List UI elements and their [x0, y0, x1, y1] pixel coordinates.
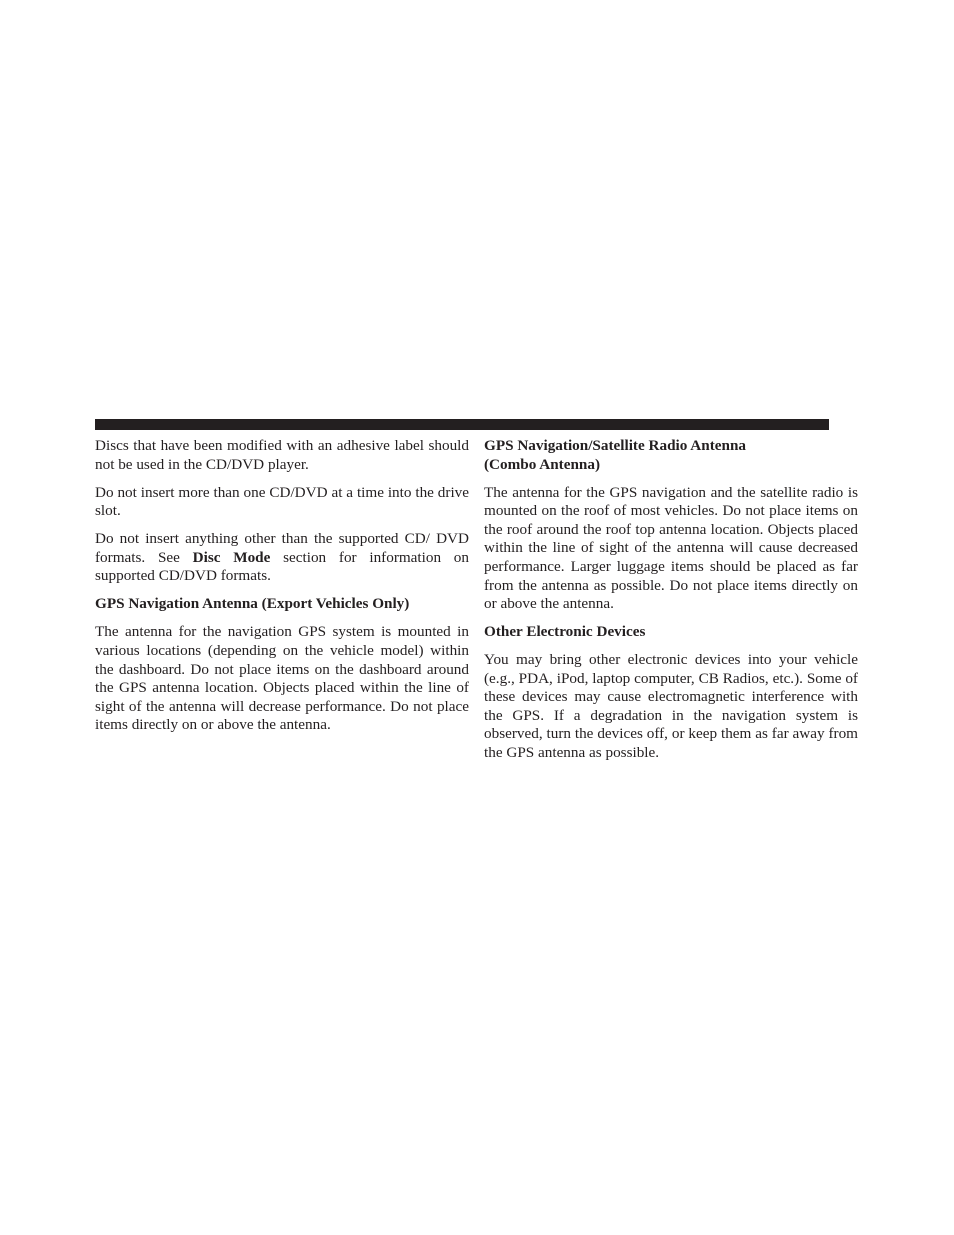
formats-text-end: section for information on supported CD/DVD formats. [95, 548, 469, 585]
paragraph-roof-antenna: The antenna for the GPS navigation and the satellite radio is mounted on the roof of most vehicles. Do not place items on the roof around the roof top antenna location. Objects placed within the line of sight of the antenna will cause decreased performance. Larger luggage items should be placed as far from the antenna as possible. Do not place items directly on or above the antenna. [484, 483, 858, 613]
paragraph-one-disc: Do not insert more than one CD/DVD at a time into the drive slot. [95, 483, 469, 520]
heading-gps-antenna-export: GPS Navigation Antenna (Export Vehicles Only) [95, 595, 410, 613]
paragraph-electronic-interference: You may bring other electronic devices into your vehicle (e.g., PDA, iPod, laptop computer, CB Radios, etc.). Some of these devices may cause electromagnetic interference with the GPS. If a degradation in the navigation system is observed, turn the devices off, or keep them as far away from the GPS antenna as possible. [484, 651, 858, 762]
section-header-bar [95, 419, 829, 430]
paragraph-supported-formats [95, 530, 469, 586]
formats-text-start: Do not insert anything other than the supported CD/ DVD formats. See [95, 530, 469, 566]
disc-mode-reference: Disc Mode [192, 548, 271, 566]
right-column [484, 437, 858, 772]
heading-combo-antenna [484, 437, 858, 474]
heading-combo-antenna-line1: GPS Navigation/Satellite Radio Antenna [484, 437, 747, 454]
heading-other-devices: Other Electronic Devices [484, 623, 646, 641]
left-column [95, 437, 469, 744]
paragraph-adhesive-label: Discs that have been modified with an adhesive label should not be used in the CD/DVD player. [95, 437, 469, 473]
paragraph-gps-antenna-dashboard: The antenna for the navigation GPS system is mounted in various locations (depending on the vehicle model) within the dashboard. Do not place items on the dashboard around the GPS antenna location. Objects placed within the line of sight of the antenna will decrease performance. Do not place items directly on or above the antenna. [95, 623, 469, 734]
heading-combo-antenna-line2: (Combo Antenna) [484, 455, 601, 473]
